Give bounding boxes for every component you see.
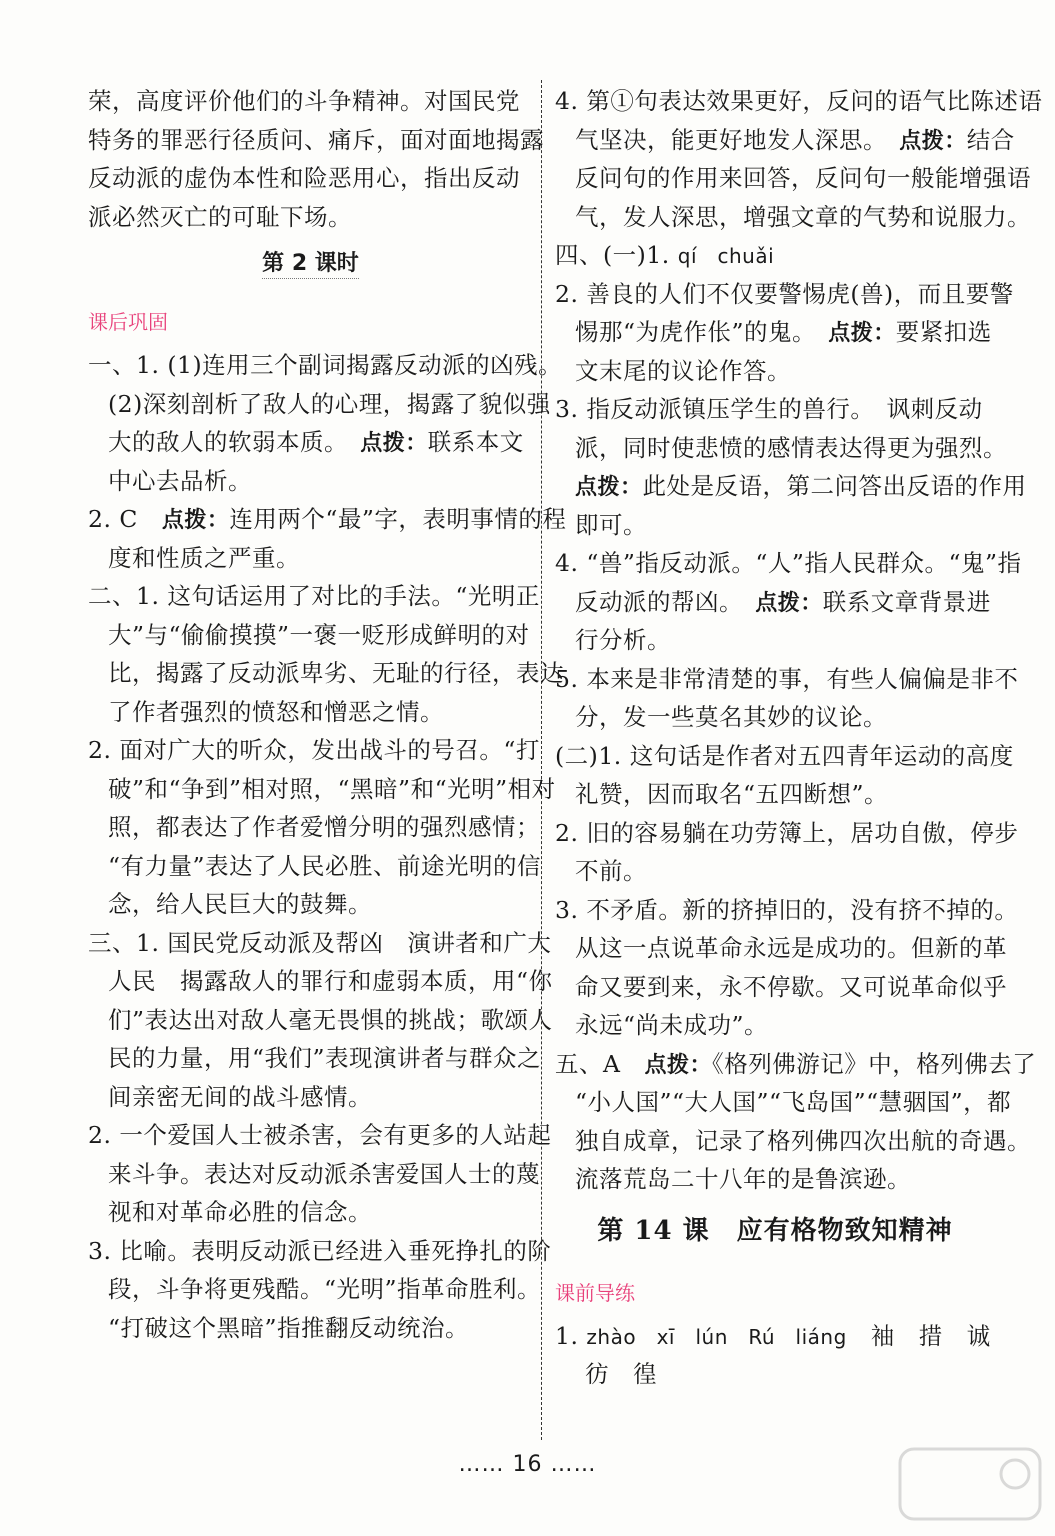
lesson-title: 第 14 课 应有格物致知精神 xyxy=(597,1215,953,1246)
answer-line: 念，给人民巨大的鼓舞。 xyxy=(108,890,372,918)
answer-line: 五、A 点拨：《格列佛游记》中，格列佛去了 xyxy=(555,1049,1037,1078)
answer-line: 反问句的作用来回答，反问句一般能增强语 xyxy=(575,164,1031,192)
answer-line: 礼赞，因而取名“五四断想”。 xyxy=(575,780,889,808)
answer-line: 3. 比喻。表明反动派已经进入垂死挣扎的阶 xyxy=(88,1236,552,1265)
text-line: 特务的罪恶行径质问、痛斥，面对面地揭露 xyxy=(88,125,544,154)
answer-line: “有力量”表达了人民必胜、前途光明的信 xyxy=(108,851,542,880)
section-title: 课后巩固 xyxy=(88,310,168,334)
answer-line: 不前。 xyxy=(575,857,647,885)
answer-line: 2. C 点拨：连用两个“最”字，表明事情的程 xyxy=(88,505,567,533)
answer-line: 即可。 xyxy=(575,510,647,539)
watermark-logo xyxy=(895,1444,1045,1524)
section-title: 课前导练 xyxy=(555,1280,635,1305)
answer-line: 一、1. (1)连用三个副词揭露反动派的凶残。 xyxy=(88,351,563,379)
answer-line: 1. zhào xī lún Rú liáng 袖 措 诚 xyxy=(555,1321,991,1350)
answer-line: (2)深刻剖析了敌人的心理，揭露了貌似强 xyxy=(108,389,551,418)
answer-line: 民的力量，用“我们”表现演讲者与群众之 xyxy=(108,1044,542,1072)
right-column xyxy=(555,82,1043,1394)
answer-line: 三、1. 国民党反动派及帮凶 演讲者和广大 xyxy=(88,928,552,957)
answer-line: 文末尾的议论作答。 xyxy=(575,356,791,385)
answer-line: 照，都表达了作者爱憎分明的强烈感情； xyxy=(108,813,540,841)
answer-line: 度和性质之严重。 xyxy=(108,543,300,572)
answer-line: 二、1. 这句话运用了对比的手法。“光明正 xyxy=(88,582,540,610)
answer-line: 彷 徨 xyxy=(585,1360,657,1388)
answer-line: 了作者强烈的愤怒和憎恶之情。 xyxy=(108,697,444,726)
answer-line: 视和对革命必胜的信念。 xyxy=(108,1198,372,1226)
answer-line: 4. “兽”指反动派。“人”指人民群众。“鬼”指 xyxy=(555,549,1022,577)
answer-line: 2. 旧的容易躺在功劳簿上，居功自傲，停步 xyxy=(555,818,1019,847)
text-line: 荣，高度评价他们的斗争精神。对国民党 xyxy=(88,87,520,115)
answer-line: 来斗争。表达对反动派杀害爱国人士的蔑 xyxy=(108,1159,540,1188)
answer-line: 气，发人深思，增强文章的气势和说服力。 xyxy=(575,202,1031,231)
answer-line: 中心去品析。 xyxy=(108,466,252,495)
answer-line: 永远“尚未成功”。 xyxy=(575,1011,769,1039)
answer-line: 点拨：此处是反语，第二问答出反语的作用 xyxy=(575,472,1027,500)
answer-line: 行分析。 xyxy=(575,626,671,654)
answer-line: 人民 揭露敌人的罪行和虚弱本质，用“你 xyxy=(108,967,553,995)
answer-line: 2. 一个爱国人士被杀害，会有更多的人站起 xyxy=(88,1121,552,1149)
answer-line: 流落荒岛二十八年的是鲁滨逊。 xyxy=(575,1165,911,1193)
answer-line: 比，揭露了反动派卑劣、无耻的行径，表达 xyxy=(108,659,564,687)
text-line: 派必然灭亡的可耻下场。 xyxy=(88,202,352,231)
answer-line: 间亲密无间的战斗感情。 xyxy=(108,1082,372,1111)
text-line: 反动派的虚伪本性和险恶用心，指出反动 xyxy=(88,164,520,192)
answer-line: 独自成章，记录了格列佛四次出航的奇遇。 xyxy=(575,1126,1031,1155)
answer-line: 反动派的帮凶。 点拨：联系文章背景进 xyxy=(575,587,991,616)
answer-line: 气坚决，能更好地发人深思。 点拨：结合 xyxy=(575,125,1015,154)
answer-line: 大的敌人的软弱本质。 点拨：联系本文 xyxy=(108,428,524,456)
answer-line: “打破这个黑暗”指推翻反动统治。 xyxy=(108,1313,470,1342)
answer-line: 5. 本来是非常清楚的事，有些人偏偏是非不 xyxy=(555,664,1019,693)
answer-line: 命又要到来，永不停歇。又可说革命似乎 xyxy=(575,972,1007,1001)
column-divider xyxy=(541,80,542,1440)
answer-line: 从这一点说革命永远是成功的。但新的革 xyxy=(575,934,1007,962)
answer-line: (二)1. 这句话是作者对五四青年运动的高度 xyxy=(555,741,1014,770)
answer-line: 2. 善良的人们不仅要警惕虎(兽)，而且要警 xyxy=(555,279,1014,308)
answer-line: 破”和“争到”相对照，“黑暗”和“光明”相对 xyxy=(108,774,556,803)
answer-line: 3. 不矛盾。新的挤掉旧的，没有挤不掉的。 xyxy=(555,895,1019,924)
lesson-subheading: 第 2 课时 xyxy=(88,236,533,292)
answer-line: 3. 指反动派镇压学生的兽行。 讽刺反动 xyxy=(555,395,983,423)
answer-line: “小人国”“大人国”“飞岛国”“慧骃国”，都 xyxy=(575,1088,1012,1116)
answer-line: 大”与“偷偷摸摸”一褒一贬形成鲜明的对 xyxy=(108,620,530,649)
answer-line: 段，斗争将更残酷。“光明”指革命胜利。 xyxy=(108,1275,542,1303)
answer-line: 们”表达出对敌人毫无畏惧的挑战；歌颂人 xyxy=(108,1005,553,1034)
page-number: …… 16 …… xyxy=(458,1452,597,1477)
answer-line: 派，同时使悲愤的感情表达得更为强烈。 xyxy=(575,433,1007,462)
left-column xyxy=(88,82,567,1347)
answer-line: 惕那“为虎作伥”的鬼。 点拨：要紧扣选 xyxy=(575,318,992,346)
answer-line: 2. 面对广大的听众，发出战斗的号召。“打 xyxy=(88,736,540,764)
answer-line: 四、(一)1. qí chuǎi xyxy=(555,241,775,269)
answer-line: 分，发一些莫名其妙的议论。 xyxy=(575,703,887,731)
answer-line: 4. 第①句表达效果更好，反问的语气比陈述语 xyxy=(555,87,1043,115)
